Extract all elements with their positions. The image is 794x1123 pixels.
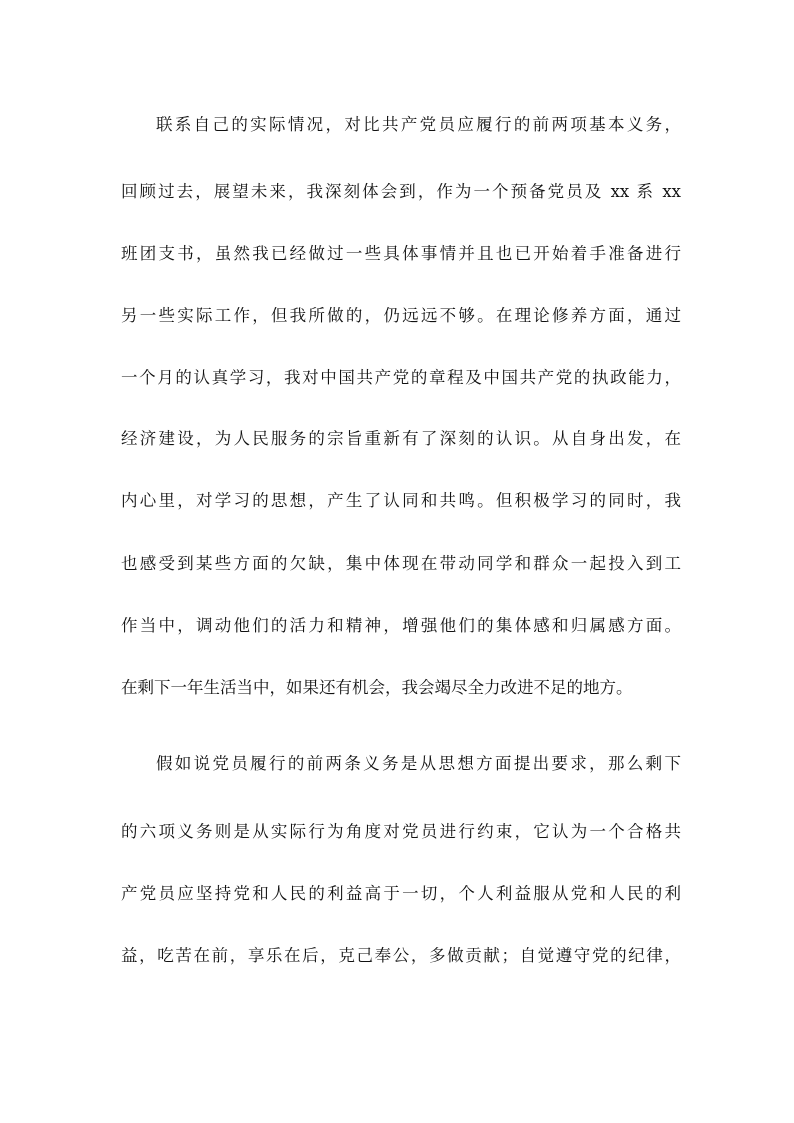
paragraph-1-line-9: 作当中，调动他们的活力和精神，增强他们的集体感和归属感方面。 (121, 616, 681, 635)
paragraph-1-line-10: 在剩下一年生活当中，如果还有机会，我会竭尽全力改进不足的地方。 (121, 678, 633, 697)
paragraph-2-line-4: 益，吃苦在前，享乐在后，克己奉公，多做贡献；自觉遵守党的纪律， (121, 946, 681, 965)
paragraph-2-line-1: 假如说党员履行的前两条义务是从思想方面提出要求，那么剩下 (156, 754, 681, 773)
paragraph-1-line-6: 经济建设，为人民服务的宗旨重新有了深刻的认识。从自身出发，在 (121, 429, 681, 448)
paragraph-1-line-7: 内心里，对学习的思想，产生了认同和共鸣。但积极学习的同时，我 (121, 491, 681, 510)
paragraph-1-line-2: 回顾过去，展望未来，我深刻体会到，作为一个预备党员及 xx 系 xx (121, 182, 681, 201)
paragraph-1-line-8: 也感受到某些方面的欠缺，集中体现在带动同学和群众一起投入到工 (121, 554, 681, 573)
paragraph-1-line-3: 班团支书，虽然我已经做过一些具体事情并且也已开始着手准备进行 (121, 244, 681, 263)
paragraph-1-line-1: 联系自己的实际情况，对比共产党员应履行的前两项基本义务， (156, 115, 681, 134)
paragraph-1-line-5: 一个月的认真学习，我对中国共产党的章程及中国共产党的执政能力， (121, 368, 681, 387)
paragraph-2-line-3: 产党员应坚持党和人民的利益高于一切，个人利益服从党和人民的利 (121, 884, 681, 903)
paragraph-2-line-2: 的六项义务则是从实际行为角度对党员进行约束，它认为一个合格共 (121, 822, 681, 841)
paragraph-1-line-4: 另一些实际工作，但我所做的，仍远远不够。在理论修养方面，通过 (121, 306, 681, 325)
